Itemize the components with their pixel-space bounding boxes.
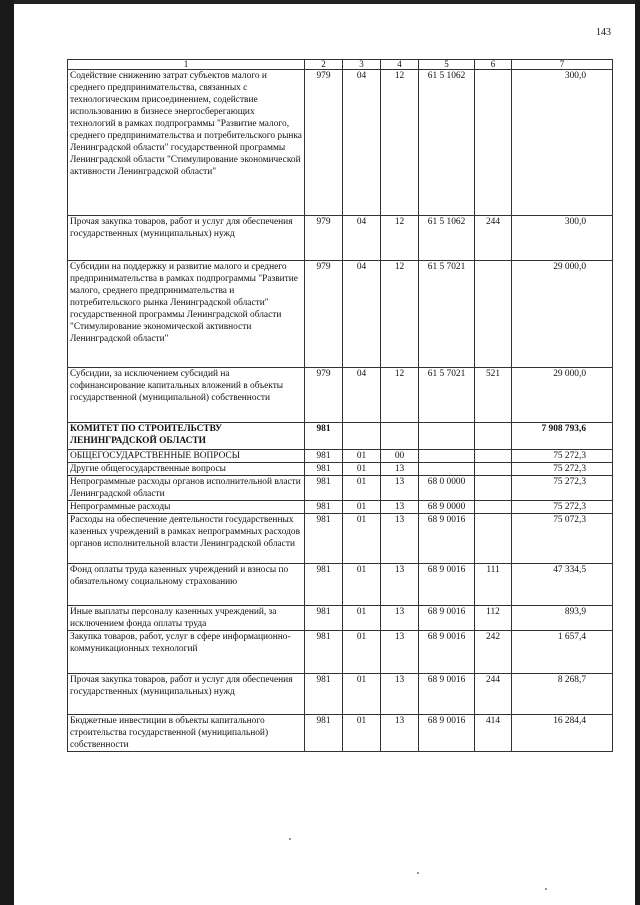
row-target-cell: 61 5 7021 — [419, 261, 475, 368]
row-name-cell: Расходы на обеспечение деятельности государственных казенных учреждений в рамках непрограммных расходов органов исполнительной власти Ленинградской области — [68, 514, 305, 564]
row-amount-cell: 300,0 — [512, 70, 613, 216]
row-code-cell: 981 — [305, 514, 343, 564]
column-header: 1 — [68, 60, 305, 70]
row-target-cell: 68 9 0016 — [419, 715, 475, 752]
row-amount-cell: 75 272,3 — [512, 450, 613, 463]
table-row — [68, 70, 613, 216]
scan-border-left — [0, 0, 14, 905]
row-subsection-cell: 12 — [381, 70, 419, 216]
row-code-cell: 981 — [305, 606, 343, 631]
row-amount-cell: 1 657,4 — [512, 631, 613, 674]
row-target-cell — [419, 423, 475, 450]
row-subsection-cell: 13 — [381, 463, 419, 476]
row-target-cell: 61 5 1062 — [419, 216, 475, 261]
row-expense-type-cell — [475, 450, 512, 463]
row-expense-type-cell — [475, 70, 512, 216]
row-amount-cell: 75 272,3 — [512, 463, 613, 476]
row-expense-type-cell: 414 — [475, 715, 512, 752]
row-section-cell: 01 — [343, 715, 381, 752]
row-subsection-cell: 13 — [381, 476, 419, 501]
row-code-cell: 981 — [305, 674, 343, 715]
row-name-cell: Прочая закупка товаров, работ и услуг для обеспечения государственных (муниципальных) нужд — [68, 674, 305, 715]
row-name-cell: Субсидии на поддержку и развитие малого и среднего предпринимательства в рамках подпрограммы "Развитие малого, среднего предпринимательства и потребительского рынка Ленинградской области" государственной программы Ленинградской области "Стимулирование экономической активности Ленинградской области" — [68, 261, 305, 368]
row-code-cell: 979 — [305, 261, 343, 368]
row-amount-cell: 29 000,0 — [512, 261, 613, 368]
row-section-cell: 01 — [343, 631, 381, 674]
table-row — [68, 631, 613, 674]
page-number: 143 — [596, 27, 611, 38]
row-code-cell: 981 — [305, 463, 343, 476]
table-row — [68, 501, 613, 514]
table-row — [68, 564, 613, 606]
table-row — [68, 674, 613, 715]
row-expense-type-cell: 244 — [475, 674, 512, 715]
row-amount-cell: 16 284,4 — [512, 715, 613, 752]
row-name-cell: КОМИТЕТ ПО СТРОИТЕЛЬСТВУ ЛЕНИНГРАДСКОЙ ОБЛАСТИ — [68, 423, 305, 450]
row-name-cell: ОБЩЕГОСУДАРСТВЕННЫЕ ВОПРОСЫ — [68, 450, 305, 463]
row-name-cell: Субсидии, за исключением субсидий на софинансирование капитальных вложений в объекты государственной (муниципальной) собственности — [68, 368, 305, 423]
row-expense-type-cell — [475, 463, 512, 476]
row-subsection-cell: 00 — [381, 450, 419, 463]
row-name-cell: Содействие снижению затрат субъектов малого и среднего предпринимательства, связанных с технологическим присоединением, содействие использованию в бизнесе энергосберегающих технологий в рамках подпрограммы "Развитие малого, среднего предпринимательства и потребительского рынка Ленинградской области" государственной программы Ленинградской области "Стимулирование экономической активности Ленинградской области" — [68, 70, 305, 216]
column-header: 3 — [343, 60, 381, 70]
row-code-cell: 979 — [305, 216, 343, 261]
row-subsection-cell — [381, 423, 419, 450]
row-expense-type-cell — [475, 423, 512, 450]
row-target-cell: 61 5 1062 — [419, 70, 475, 216]
budget-table — [67, 59, 613, 752]
row-amount-cell: 75 072,3 — [512, 514, 613, 564]
table-row — [68, 450, 613, 463]
row-section-cell: 01 — [343, 514, 381, 564]
table-row — [68, 368, 613, 423]
row-section-cell: 01 — [343, 501, 381, 514]
row-target-cell: 68 0 0000 — [419, 476, 475, 501]
row-section-cell: 01 — [343, 564, 381, 606]
row-name-cell: Прочая закупка товаров, работ и услуг для обеспечения государственных (муниципальных) нужд — [68, 216, 305, 261]
row-amount-cell: 300,0 — [512, 216, 613, 261]
row-amount-cell: 7 908 793,6 — [512, 423, 613, 450]
row-subsection-cell: 12 — [381, 261, 419, 368]
row-code-cell: 981 — [305, 564, 343, 606]
row-target-cell — [419, 450, 475, 463]
row-expense-type-cell: 521 — [475, 368, 512, 423]
row-target-cell — [419, 463, 475, 476]
row-section-cell: 04 — [343, 368, 381, 423]
row-target-cell: 68 9 0016 — [419, 606, 475, 631]
scan-speck — [545, 888, 547, 890]
row-section-cell: 04 — [343, 261, 381, 368]
row-code-cell: 979 — [305, 368, 343, 423]
row-code-cell: 981 — [305, 715, 343, 752]
row-name-cell: Бюджетные инвестиции в объекты капитального строительства государственной (муниципальной) собственности — [68, 715, 305, 752]
row-target-cell: 68 9 0016 — [419, 564, 475, 606]
scan-border-top — [0, 0, 640, 4]
row-subsection-cell: 13 — [381, 514, 419, 564]
row-subsection-cell: 13 — [381, 564, 419, 606]
row-target-cell: 61 5 7021 — [419, 368, 475, 423]
row-code-cell: 981 — [305, 501, 343, 514]
table-row — [68, 476, 613, 501]
row-section-cell: 04 — [343, 70, 381, 216]
row-name-cell: Непрограммные расходы органов исполнительной власти Ленинградской области — [68, 476, 305, 501]
row-code-cell: 981 — [305, 631, 343, 674]
row-amount-cell: 75 272,3 — [512, 501, 613, 514]
column-header: 4 — [381, 60, 419, 70]
column-header: 7 — [512, 60, 613, 70]
row-section-cell: 01 — [343, 450, 381, 463]
row-section-cell: 01 — [343, 674, 381, 715]
row-section-cell: 04 — [343, 216, 381, 261]
row-code-cell: 981 — [305, 476, 343, 501]
column-header: 2 — [305, 60, 343, 70]
row-amount-cell: 8 268,7 — [512, 674, 613, 715]
table-row — [68, 463, 613, 476]
scan-speck — [289, 838, 291, 840]
row-name-cell: Фонд оплаты труда казенных учреждений и взносы по обязательному социальному страхованию — [68, 564, 305, 606]
row-subsection-cell: 13 — [381, 631, 419, 674]
row-expense-type-cell: 112 — [475, 606, 512, 631]
row-amount-cell: 893,9 — [512, 606, 613, 631]
row-subsection-cell: 12 — [381, 216, 419, 261]
table-row — [68, 216, 613, 261]
row-amount-cell: 75 272,3 — [512, 476, 613, 501]
row-code-cell: 979 — [305, 70, 343, 216]
scan-speck — [417, 872, 419, 874]
row-expense-type-cell — [475, 501, 512, 514]
row-section-cell: 01 — [343, 476, 381, 501]
column-header: 5 — [419, 60, 475, 70]
table-row — [68, 606, 613, 631]
row-expense-type-cell — [475, 514, 512, 564]
row-code-cell: 981 — [305, 423, 343, 450]
row-name-cell: Иные выплаты персоналу казенных учреждений, за исключением фонда оплаты труда — [68, 606, 305, 631]
row-amount-cell: 29 000,0 — [512, 368, 613, 423]
row-code-cell: 981 — [305, 450, 343, 463]
row-target-cell: 68 9 0016 — [419, 631, 475, 674]
table-body — [68, 70, 613, 752]
row-expense-type-cell — [475, 476, 512, 501]
row-subsection-cell: 13 — [381, 674, 419, 715]
row-subsection-cell: 13 — [381, 606, 419, 631]
column-header: 6 — [475, 60, 512, 70]
table-header-row — [68, 60, 613, 70]
row-name-cell: Непрограммные расходы — [68, 501, 305, 514]
table-row — [68, 261, 613, 368]
row-expense-type-cell: 244 — [475, 216, 512, 261]
row-expense-type-cell: 111 — [475, 564, 512, 606]
scan-border-right — [635, 0, 640, 905]
row-section-cell: 01 — [343, 463, 381, 476]
row-subsection-cell: 13 — [381, 501, 419, 514]
row-name-cell: Другие общегосударственные вопросы — [68, 463, 305, 476]
table-row — [68, 423, 613, 450]
row-expense-type-cell — [475, 261, 512, 368]
row-section-cell: 01 — [343, 606, 381, 631]
row-name-cell: Закупка товаров, работ, услуг в сфере информационно-коммуникационных технологий — [68, 631, 305, 674]
row-target-cell: 68 9 0000 — [419, 501, 475, 514]
row-target-cell: 68 9 0016 — [419, 674, 475, 715]
row-section-cell — [343, 423, 381, 450]
table-row — [68, 514, 613, 564]
row-subsection-cell: 13 — [381, 715, 419, 752]
row-expense-type-cell: 242 — [475, 631, 512, 674]
table-row — [68, 715, 613, 752]
row-subsection-cell: 12 — [381, 368, 419, 423]
row-amount-cell: 47 334,5 — [512, 564, 613, 606]
row-target-cell: 68 9 0016 — [419, 514, 475, 564]
